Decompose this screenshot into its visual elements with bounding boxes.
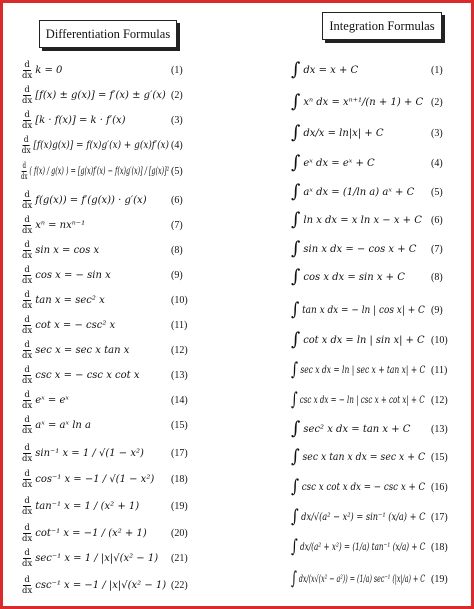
integration-expression: dx/√(a² − x²) = sin⁻¹ (x/a) + C: [301, 511, 426, 523]
integration-equation-number: (17): [431, 512, 448, 523]
integration-equation-number: (15): [431, 452, 448, 463]
differentiation-formula-4: [19, 133, 169, 157]
integration-equation-number: (16): [431, 482, 448, 493]
differentiation-equation-number: (12): [171, 345, 188, 356]
integral-sign-icon: ∫: [291, 238, 301, 259]
differentiation-formula-17: [19, 467, 154, 491]
differentiation-equation-number: (2): [171, 90, 183, 101]
differentiation-formula-18: [19, 494, 139, 518]
integration-equation-number: (2): [431, 97, 443, 108]
differentiation-expression: sin⁻¹ x = 1 / √(1 − x²): [35, 447, 144, 459]
differentiation-expression: cot⁻¹ x = −1 / (x² + 1): [35, 527, 147, 539]
integration-equation-number: (19): [431, 574, 448, 585]
differentiation-equation-number: (15): [171, 420, 188, 431]
integral-sign-icon: ∫: [291, 418, 301, 439]
integration-expression: ln x dx = x ln x − x + C: [303, 214, 422, 226]
differentiation-equation-number: (10): [171, 295, 188, 306]
differentiation-formula-9: [19, 263, 111, 287]
derivative-operator: $\frac{d}{dx}$: [22, 314, 33, 336]
integration-expression: csc x dx = − ln | csc x + cot x| + C: [299, 394, 425, 406]
derivative-operator: $\frac{d}{dx}$: [22, 522, 33, 544]
integration-equation-number: (9): [431, 305, 443, 316]
differentiation-formula-6: [19, 188, 147, 212]
integral-sign-icon: ∫: [291, 568, 297, 589]
differentiation-equation-number: (7): [171, 220, 183, 231]
differentiation-formula-15: [19, 413, 91, 437]
integral-sign-icon: ∫: [291, 122, 301, 143]
differentiation-expression: ( f(x) / g(x) ) = [g(x)f′(x) − f(x)g′(x)] / [g(x)]²: [29, 165, 170, 177]
derivative-operator: $\frac{d}{dx}$: [21, 134, 31, 156]
differentiation-expression: sin x = cos x: [35, 244, 100, 256]
differentiation-expression: [f(x)g(x)] = f(x)g′(x) + g(x)f′(x): [33, 139, 170, 151]
differentiation-formula-21: [19, 573, 166, 597]
differentiation-formula-3: [19, 108, 126, 132]
integration-expression: sec x tan x dx = sec x + C: [302, 451, 426, 463]
integration-formula-16: [291, 505, 425, 529]
derivative-operator: $\frac{d}{dx}$: [22, 109, 33, 131]
differentiation-formula-14: [19, 388, 69, 412]
integration-expression: aˣ dx = (1/ln a) aˣ + C: [303, 186, 415, 198]
integration-expression: cot x dx = ln | sin x| + C: [303, 334, 425, 346]
integral-sign-icon: ∫: [291, 152, 301, 173]
differentiation-equation-number: (4): [171, 140, 183, 151]
derivative-operator: $\frac{d}{dx}$: [22, 84, 33, 106]
integration-formula-13: [291, 417, 410, 441]
differentiation-equation-number: (20): [171, 528, 188, 539]
derivative-operator: $\frac{d}{dx}$: [22, 468, 33, 490]
integration-formula-4: [291, 151, 375, 175]
integration-formula-11: [291, 358, 425, 382]
differentiation-expression: sec x = sec x tan x: [35, 344, 130, 356]
integration-expression: sec² x dx = tan x + C: [303, 423, 411, 435]
differentiation-title: Differentiation Formulas: [39, 20, 177, 48]
integration-expression: sin x dx = − cos x + C: [303, 243, 417, 255]
integration-formula-2: [291, 90, 423, 114]
integration-equation-number: (7): [431, 244, 443, 255]
differentiation-equation-number: (8): [171, 245, 183, 256]
differentiation-equation-number: (11): [171, 320, 188, 331]
integral-sign-icon: ∫: [291, 181, 301, 202]
integration-equation-number: (6): [431, 215, 443, 226]
differentiation-equation-number: (3): [171, 115, 183, 126]
differentiation-expression: csc x = − csc x cot x: [35, 369, 140, 381]
integral-sign-icon: ∫: [291, 359, 299, 380]
derivative-operator: $\frac{d}{dx}$: [22, 389, 33, 411]
differentiation-equation-number: (18): [171, 474, 188, 485]
differentiation-expression: tan⁻¹ x = 1 / (x² + 1): [35, 500, 140, 512]
integration-formula-17: [291, 535, 425, 559]
differentiation-formula-20: [19, 546, 158, 570]
differentiation-equation-number: (22): [171, 580, 188, 591]
integral-sign-icon: ∫: [291, 389, 298, 410]
integration-equation-number: (11): [431, 365, 448, 376]
derivative-operator: $\frac{d}{dx}$: [22, 189, 33, 211]
differentiation-equation-number: (9): [171, 270, 183, 281]
derivative-operator: $\frac{d}{dx}$: [20, 160, 28, 182]
differentiation-expression: f(g(x)) = f′(g(x)) · g′(x): [35, 194, 147, 206]
derivative-operator: $\frac{d}{dx}$: [22, 364, 33, 386]
derivative-operator: $\frac{d}{dx}$: [22, 414, 33, 436]
integral-sign-icon: ∫: [291, 91, 301, 112]
differentiation-expression: cot x = − csc² x: [35, 319, 116, 331]
integration-equation-number: (18): [431, 542, 448, 553]
differentiation-expression: cos⁻¹ x = −1 / √(1 − x²): [35, 473, 155, 485]
differentiation-expression: [k · f(x)] = k · f′(x): [35, 114, 126, 126]
differentiation-equation-number: (6): [171, 195, 183, 206]
differentiation-expression: aˣ = aˣ ln a: [35, 419, 91, 431]
integration-expression: cos x dx = sin x + C: [303, 271, 405, 283]
differentiation-expression: [f(x) ± g(x)] = f′(x) ± g′(x): [35, 89, 166, 101]
derivative-operator: $\frac{d}{dx}$: [22, 442, 33, 464]
integration-formula-14: [291, 445, 425, 469]
integration-equation-number: (8): [431, 272, 443, 283]
differentiation-formula-11: [19, 313, 115, 337]
derivative-operator: $\frac{d}{dx}$: [22, 339, 33, 361]
differentiation-expression: tan x = sec² x: [35, 294, 105, 306]
differentiation-formula-8: [19, 238, 99, 262]
integration-expression: csc x cot x dx = − csc x + C: [301, 481, 426, 493]
derivative-operator: $\frac{d}{dx}$: [22, 59, 33, 81]
differentiation-formula-2: [19, 83, 166, 107]
integral-sign-icon: ∫: [291, 506, 299, 527]
differentiation-equation-number: (14): [171, 395, 188, 406]
integration-formula-6: [291, 208, 422, 232]
integral-sign-icon: ∫: [291, 446, 300, 467]
integration-formula-5: [291, 180, 414, 204]
integration-expression: dx/(x√(x² − a²)) = (1/a) sec⁻¹ (|x|/a) + C: [298, 573, 426, 585]
integration-equation-number: (3): [431, 128, 443, 139]
integration-expression: dx/x = ln|x| + C: [303, 127, 384, 139]
integration-equation-number: (12): [431, 395, 448, 406]
derivative-operator: $\frac{d}{dx}$: [22, 214, 33, 236]
integral-sign-icon: ∫: [291, 266, 301, 287]
differentiation-equation-number: (17): [171, 448, 188, 459]
differentiation-expression: xⁿ = nxⁿ⁻¹: [35, 219, 86, 231]
integral-sign-icon: ∫: [291, 536, 298, 557]
integration-expression: tan x dx = − ln | cos x| + C: [302, 304, 425, 316]
differentiation-equation-number: (21): [171, 553, 188, 564]
differentiation-formula-13: [19, 363, 139, 387]
integration-formula-9: [291, 298, 425, 322]
derivative-operator: $\frac{d}{dx}$: [22, 547, 33, 569]
derivative-operator: $\frac{d}{dx}$: [22, 264, 33, 286]
integration-formula-15: [291, 475, 425, 499]
differentiation-formula-1: [19, 58, 62, 82]
differentiation-formula-10: [19, 288, 105, 312]
differentiation-expression: k = 0: [35, 64, 63, 76]
integration-formula-8: [291, 265, 405, 289]
differentiation-expression: eˣ = eˣ: [35, 394, 69, 406]
differentiation-formula-7: [19, 213, 85, 237]
integration-expression: dx/(a² + x²) = (1/a) tan⁻¹ (x/a) + C: [299, 541, 426, 553]
integration-expression: sec x dx = ln | sec x + tan x| + C: [300, 364, 426, 376]
integral-sign-icon: ∫: [291, 59, 301, 80]
integration-title: Integration Formulas: [322, 12, 442, 40]
integration-formula-1: [291, 58, 358, 82]
differentiation-equation-number: (19): [171, 501, 188, 512]
integration-formula-3: [291, 121, 384, 145]
integration-expression: eˣ dx = eˣ + C: [303, 157, 375, 169]
differentiation-formula-12: [19, 338, 129, 362]
derivative-operator: $\frac{d}{dx}$: [22, 289, 33, 311]
integration-formula-7: [291, 237, 416, 261]
integral-sign-icon: ∫: [291, 329, 301, 350]
integral-sign-icon: ∫: [291, 209, 301, 230]
differentiation-equation-number: (13): [171, 370, 188, 381]
integral-sign-icon: ∫: [291, 299, 300, 320]
integration-formula-10: [291, 328, 425, 352]
integration-formula-12: [291, 388, 425, 412]
integration-equation-number: (5): [431, 187, 443, 198]
derivative-operator: $\frac{d}{dx}$: [22, 239, 33, 261]
derivative-operator: $\frac{d}{dx}$: [22, 574, 33, 596]
integration-formula-18: [291, 567, 425, 591]
differentiation-formula-19: [19, 521, 147, 545]
differentiation-expression: cos x = − sin x: [35, 269, 111, 281]
integration-expression: dx = x + C: [303, 64, 359, 76]
integral-sign-icon: ∫: [291, 476, 300, 497]
differentiation-equation-number: (5): [171, 166, 183, 177]
differentiation-formula-5: [19, 159, 169, 183]
integration-equation-number: (10): [431, 335, 448, 346]
integration-equation-number: (4): [431, 158, 443, 169]
differentiation-equation-number: (1): [171, 65, 183, 76]
derivative-operator: $\frac{d}{dx}$: [22, 495, 33, 517]
integration-expression: xⁿ dx = xⁿ⁺¹/(n + 1) + C: [303, 96, 424, 108]
differentiation-expression: csc⁻¹ x = −1 / |x|√(x² − 1): [35, 579, 167, 591]
differentiation-expression: sec⁻¹ x = 1 / |x|√(x² − 1): [35, 552, 159, 564]
integration-equation-number: (1): [431, 65, 443, 76]
integration-equation-number: (13): [431, 424, 448, 435]
differentiation-formula-16: [19, 441, 144, 465]
